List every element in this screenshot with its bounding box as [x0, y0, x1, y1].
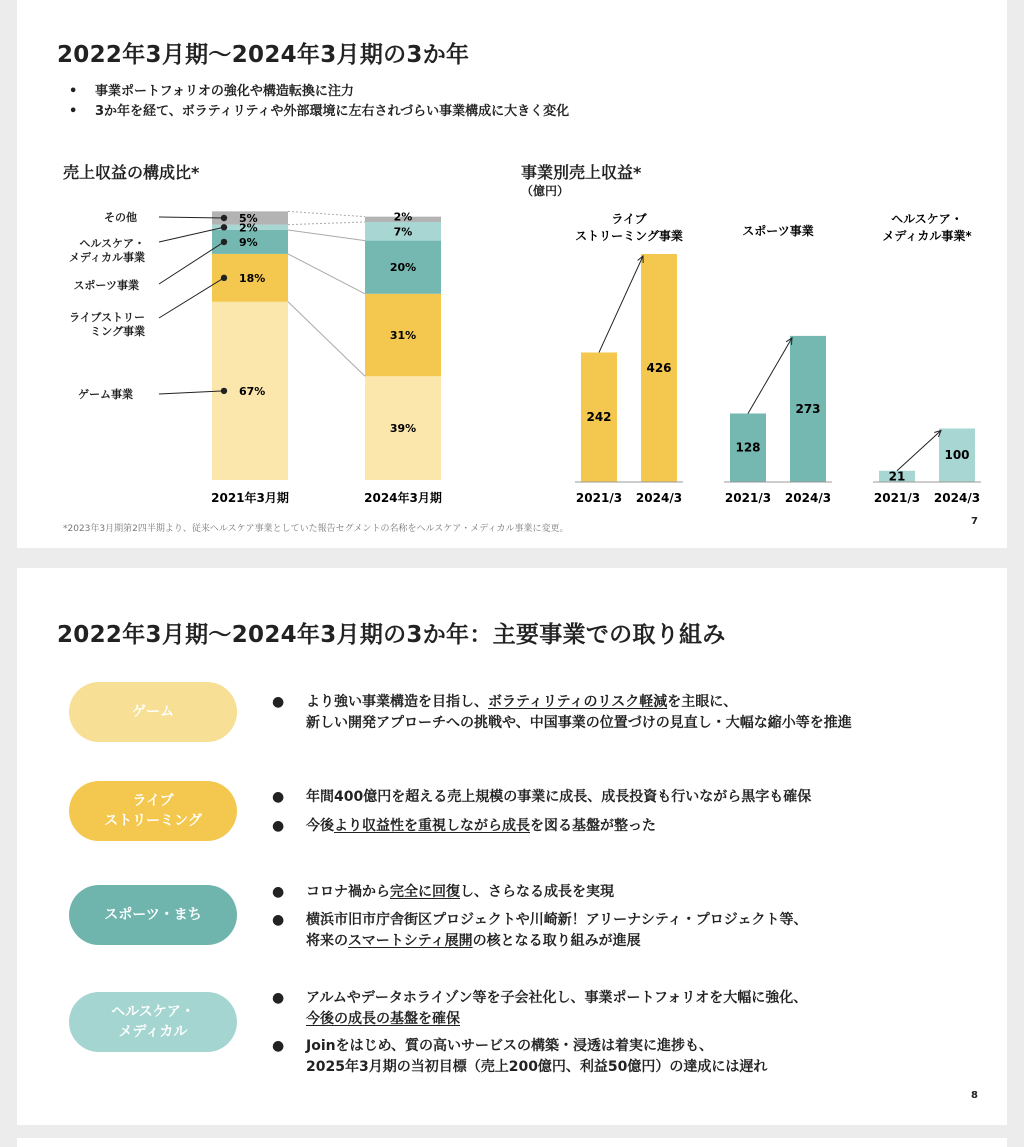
summary-bullet: • 3か年を経て、ボラティリティや外部環境に左右されづらい事業構成に大きく変化 — [65, 102, 569, 122]
legend-label-sports: スポーツ事業 — [73, 279, 139, 292]
bar-value-label: 100 — [944, 448, 970, 463]
legend-label-health-line2: メディカル事業 — [68, 251, 145, 264]
pill-label: ライブ — [132, 793, 174, 809]
value-label: 20% — [389, 261, 417, 275]
pill-game — [69, 682, 237, 742]
value-label: 2% — [393, 210, 413, 224]
connector-line — [288, 211, 365, 216]
leader-dot — [221, 239, 227, 245]
composition-heading: 売上収益の構成比* — [63, 163, 200, 182]
slide-title: 2022年3月期～2024年3月期の3か年：主要事業での取り組み — [57, 622, 726, 648]
value-label: 5% — [239, 211, 258, 225]
x-tick-label: 2021/3 — [575, 491, 623, 505]
text-span: 将来の — [306, 933, 348, 949]
text-span: し、さらなる成長を実現 — [460, 884, 614, 900]
bullet-dot: ● — [272, 818, 285, 834]
emphasis-text: スマートシティ展開 — [348, 933, 473, 949]
value-label: 67% — [239, 384, 266, 398]
x-tick-label: 2024/3 — [784, 491, 832, 505]
text-span: を主眼に、 — [667, 694, 738, 710]
legend-label-live-line1: ライブストリー — [69, 311, 145, 324]
leader-dot — [221, 388, 227, 394]
text-span: コロナ禍から — [306, 884, 390, 900]
segment-title: メディカル事業* — [882, 229, 972, 243]
text-span: 横浜市旧市庁舎街区プロジェクトや川崎新！アリーナシティ・プロジェクト等、 — [306, 912, 808, 928]
text-span: の核となる取り組みが進展 — [472, 933, 641, 949]
bar-value-label: 128 — [735, 440, 761, 455]
emphasis-text: より収益性を重視しながら成長 — [334, 818, 530, 834]
segment-revenue-chart — [537, 205, 997, 510]
bullet-dot: ● — [272, 1038, 285, 1054]
leader-dot — [221, 215, 227, 221]
bullet-dot: ● — [272, 990, 285, 1006]
live-item-2 — [272, 816, 656, 837]
text-span: を図る基盤が整った — [530, 818, 656, 834]
page-number: 8 — [971, 1090, 978, 1101]
leader-dot — [221, 275, 227, 281]
bullet-dot: ● — [272, 789, 285, 805]
summary-bullets — [65, 82, 569, 122]
text-span: 新しい開発アプローチへの挑戦や、中国事業の位置づけの見直し・大幅な縮小等を推進 — [306, 715, 852, 731]
live-item-1 — [272, 787, 811, 808]
value-label: 18% — [239, 271, 266, 285]
slide-title: 2022年3月期～2024年3月期の3か年 — [57, 42, 470, 68]
next-slide-edge — [17, 1138, 1007, 1147]
bar-value-label: 273 — [795, 401, 821, 416]
segment-title: ヘルスケア・ — [891, 212, 963, 226]
emphasis-text: 今後の成長の基盤を確保 — [306, 1011, 460, 1027]
summary-bullet: • 事業ポートフォリオの強化や構造転換に注力 — [65, 82, 569, 102]
pill-healthcare-medical — [69, 992, 237, 1052]
legend-label-live-line2: ミング事業 — [90, 325, 145, 338]
text-span: 2025年3月期の当初目標（売上200億円、利益50億円）の達成には遅れ — [306, 1059, 768, 1075]
emphasis-text: 完全に回復 — [390, 884, 460, 900]
legend-label-game: ゲーム事業 — [78, 388, 133, 401]
health-item-2 — [272, 1036, 767, 1078]
slide-7 — [17, 0, 1007, 548]
text-span: 今後 — [306, 818, 334, 834]
value-label: 31% — [389, 329, 417, 343]
bullet-dot: ● — [272, 694, 285, 710]
text-span: Joinをはじめ、質の高いサービスの構築・浸透は着実に進捗も、 — [306, 1038, 714, 1054]
page-number: 7 — [971, 516, 978, 527]
x-tick-label: 2024/3 — [635, 491, 683, 505]
text-span: アルムやデータホライゾン等を子会社化し、事業ポートフォリオを大幅に強化、 — [306, 990, 808, 1006]
legend-label-other: その他 — [104, 211, 137, 224]
text-span: より強い事業構造を目指し、 — [306, 694, 488, 710]
pill-sports-town — [69, 885, 237, 945]
bar-value-label: 426 — [646, 361, 672, 375]
bar-value-label: 242 — [586, 410, 612, 425]
x-tick-label: 2021/3 — [724, 491, 772, 505]
bullet-dot: ● — [272, 912, 285, 928]
pill-label: メディカル — [118, 1024, 188, 1040]
unit-label: （億円） — [521, 184, 570, 198]
sports-item-2 — [272, 910, 807, 952]
growth-arrow-line — [599, 256, 643, 352]
pill-label: ストリーミング — [104, 813, 202, 829]
growth-arrow-line — [897, 430, 941, 470]
x-tick-label: 2021/3 — [873, 491, 921, 505]
segment-title: ライブ — [611, 212, 647, 226]
pill-label: ゲーム — [132, 704, 174, 720]
value-label: 9% — [239, 235, 258, 249]
x-tick-label: 2021年3月期 — [211, 491, 289, 505]
x-tick-label: 2024/3 — [933, 491, 981, 505]
health-item-1 — [272, 988, 807, 1030]
text-span: 年間400億円を超える売上規模の事業に成長、成長投資も行いながら黒字も確保 — [306, 789, 812, 805]
game-item-1 — [272, 692, 852, 734]
connector-line — [288, 302, 365, 376]
slide-8 — [17, 568, 1007, 1125]
emphasis-text: ボラティリティのリスク軽減 — [488, 694, 668, 710]
growth-arrow-line — [748, 338, 792, 414]
sports-item-1 — [272, 882, 614, 903]
value-label: 7% — [393, 225, 413, 239]
footnote: *2023年3月期第2四半期より、従来ヘルスケア事業としていた報告セグメントの名称をヘルスケア・メディカル事業に変更。 — [63, 524, 569, 534]
legend-label-live — [37, 311, 145, 339]
x-tick-label: 2024年3月期 — [364, 491, 442, 505]
segment-title: ストリーミング事業 — [575, 229, 683, 243]
segment-revenue-heading: 事業別売上収益* — [521, 163, 642, 182]
leader-dot — [221, 224, 227, 230]
value-label: 39% — [389, 422, 417, 436]
connector-line — [288, 254, 365, 294]
legend-label-health — [37, 237, 145, 265]
connector-line — [288, 230, 365, 241]
bar-value-label: 21 — [888, 469, 906, 484]
value-label: 2% — [239, 221, 258, 235]
legend-label-health-line1: ヘルスケア・ — [79, 237, 145, 250]
pill-label: ヘルスケア・ — [111, 1004, 195, 1020]
pill-label: スポーツ・まち — [104, 907, 202, 923]
composition-chart — [137, 205, 467, 510]
bullet-dot: ● — [272, 884, 285, 900]
pill-live-streaming — [69, 781, 237, 841]
connector-line — [288, 222, 365, 225]
segment-title: スポーツ事業 — [742, 224, 814, 238]
